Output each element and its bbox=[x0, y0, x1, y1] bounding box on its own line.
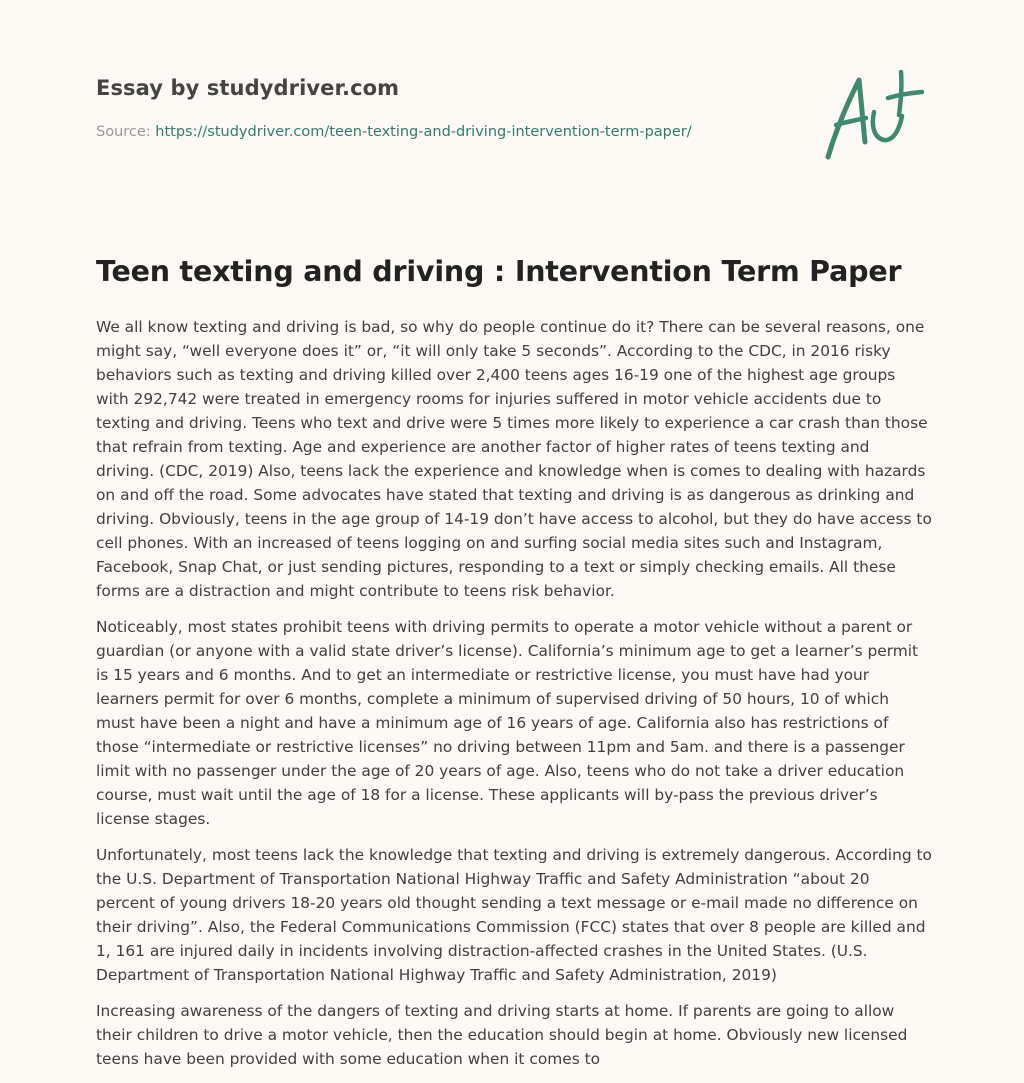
source-label: Source: bbox=[96, 124, 156, 140]
paragraph-1: We all know texting and driving is bad, so why do people continue do it? There can be several reasons, one might say, “well everyone does it” or, “it will only take 5 seconds”. According to the CDC, in 2016 risky behaviors such as texting and driving killed over 2,400 teens ages 16-19 one of the highest age groups with 292,742 were treated in emergency rooms for injuries suffered in motor vehicle accidents due to texting and driving. Teens who text and drive were 5 times more likely to experience a car crash than those that refrain from texting. Age and experience are another factor of higher rates of teens texting and driving. (CDC, 2019) Also, teens lack the experience and knowledge when is comes to dealing with hazards on and off the road. Some advocates have stated that texting and driving is as dangerous as drinking and driving. Obviously, teens in the age group of 14-19 don’t have access to alcohol, but they do have access to cell phones. With an increased of teens logging on and surfing social media sites such and Instagram, Facebook, Snap Chat, or just sending pictures, responding to a text or simply checking emails. All these forms are a distraction and might contribute to teens risk behavior. bbox=[96, 318, 932, 600]
site-title: Essay by studydriver.com bbox=[96, 76, 400, 100]
paragraph-4: Increasing awareness of the dangers of texting and driving starts at home. If parents are going to allow their children to drive a motor vehicle, then the education should begin at home. Obviously new licensed teens have been provided with some education when it comes to bbox=[96, 1002, 908, 1068]
essay-title: Teen texting and driving : Intervention Term Paper bbox=[96, 255, 902, 288]
source-line bbox=[96, 124, 692, 140]
essay-body bbox=[96, 315, 932, 1083]
a-plus-logo-icon bbox=[822, 68, 928, 164]
paragraph-2: Noticeably, most states prohibit teens with driving permits to operate a motor vehicle without a parent or guardian (or anyone with a valid state driver’s license). California’s minimum age to get a learner’s permit is 15 years and 6 months. And to get an intermediate or restrictive license, you must have had your learners permit for over 6 months, complete a minimum of supervised driving of 50 hours, 10 of which must have been a night and have a minimum age of 16 years of age. California also has restrictions of those “intermediate or restrictive licenses” no driving between 11pm and 5am. and there is a passenger limit with no passenger under the age of 20 years of age. Also, teens who do not take a driver education course, must wait until the age of 18 for a license. These applicants will by-pass the previous driver’s license stages. bbox=[96, 618, 919, 828]
paragraph-3: Unfortunately, most teens lack the knowledge that texting and driving is extremely dangerous. According to the U.S. Department of Transportation National Highway Traffic and Safety Administration “about 20 percent of young drivers 18-20 years old thought sending a text message or e-mail made no difference on their driving”. Also, the Federal Communications Commission (FCC) states that over 8 people are killed and 1, 161 are injured daily in incidents involving distraction-affected crashes in the United States. (U.S. Department of Transportation National Highway Traffic and Safety Administration, 2019) bbox=[96, 846, 932, 984]
source-link[interactable]: https://studydriver.com/teen-texting-and-driving-intervention-term-paper/ bbox=[155, 124, 692, 140]
